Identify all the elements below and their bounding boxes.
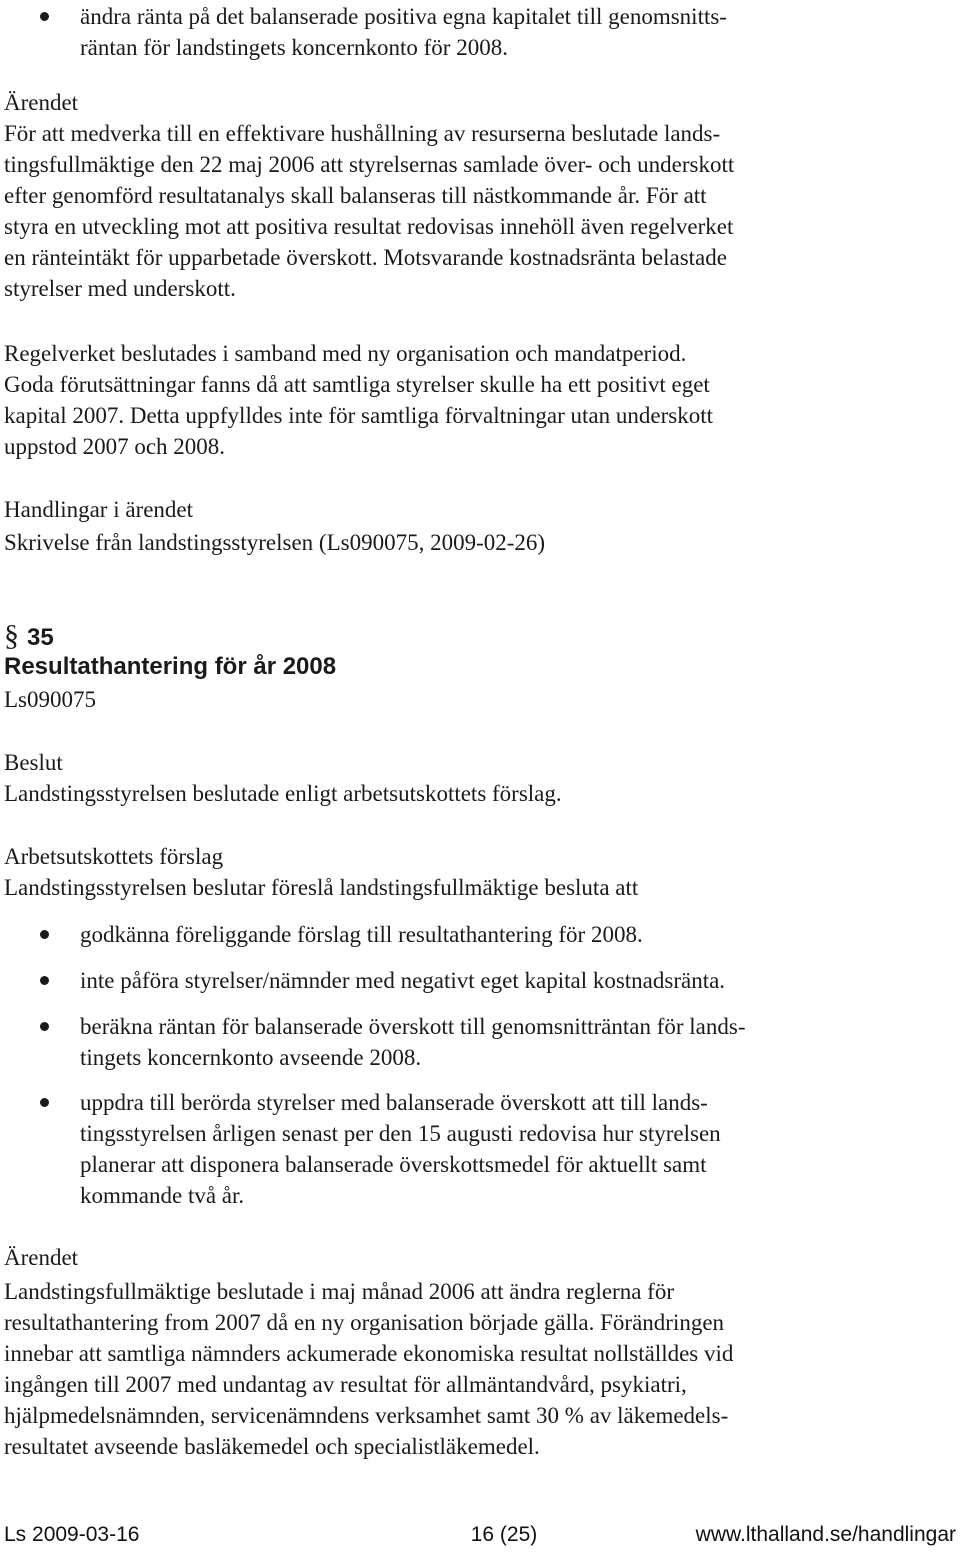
forslag-intro: Landstingsstyrelsen beslutar föreslå landstingsfullmäktige besluta att [4,875,639,900]
list-item-line: uppdra till berörda styrelser med balanserade överskott att till lands- [80,1090,708,1115]
list-item-line: tingets koncernkonto avseende 2008. [80,1045,422,1070]
list-item-line: beräkna räntan för balanserade överskott till genomsnitträntan för lands- [80,1014,746,1039]
paragraph-number [4,620,952,653]
section-heading-beslut: Beslut [4,750,63,775]
text-line: kapital 2007. Detta uppfylldes inte för samtliga förvaltningar utan underskott [4,403,713,428]
paragraph-title: Resultathantering för år 2008 [4,653,337,680]
footer-url: www.lthalland.se/handlingar [695,1523,956,1546]
section-heading-handlingar: Handlingar i ärendet [4,497,194,522]
text-line: hjälpmedelsnämnden, servicenämndens verksamhet samt 30 % av läkemedels- [4,1403,729,1428]
list-item-line: kommande två år. [80,1183,245,1208]
text-line: efter genomförd resultatanalys skall balanseras till nästkommande år. För att [4,183,707,208]
list-item-line: godkänna föreliggande förslag till resultathantering för 2008. [80,922,643,947]
list-item-line: tingsstyrelsen årligen senast per den 15 augusti redovisa hur styrelsen [80,1121,721,1146]
bullet-icon [40,12,49,21]
bullet-icon [40,1022,49,1031]
text-line: Regelverket beslutades i samband med ny organisation och mandatperiod. [4,341,687,366]
bullet-icon [40,976,49,985]
paragraph-number-value: 35 [27,624,54,651]
list-item [80,1011,952,1073]
list-item [80,1,952,63]
arendet-2-paragraph [4,1276,952,1462]
bullet-icon [40,1098,49,1107]
text-line: styra en utveckling mot att positiva resultat redovisas innehöll även regelverket [4,214,734,239]
text-line: tingsfullmäktige den 22 maj 2006 att styrelsernas samlade över- och underskott [4,152,735,177]
footer-page-number: 16 (25) [470,1523,538,1546]
beslut-text: Landstingsstyrelsen beslutade enligt arbetsutskottets förslag. [4,781,562,806]
list-item [80,965,952,996]
text-line: ingången till 2007 med undantag av resultat för allmäntandvård, psykiatri, [4,1372,687,1397]
list-item-line: inte påföra styrelser/nämnder med negativt eget kapital kostnadsränta. [80,968,726,993]
section-sign: § [4,619,19,652]
footer-date: Ls 2009-03-16 [4,1523,140,1546]
section-heading-arendet: Ärendet [4,90,79,115]
bullet-icon [40,930,49,939]
list-item-line: räntan för landstingets koncernkonto för 2008. [80,35,508,60]
paragraph-reference: Ls090075 [4,687,96,712]
list-item [80,1087,952,1211]
list-item-line: ändra ränta på det balanserade positiva egna kapitalet till genomsnitts- [80,4,727,29]
text-line: styrelser med underskott. [4,276,236,301]
list-item-line: planerar att disponera balanserade överskottsmedel för aktuellt samt [80,1152,707,1177]
list-item [80,919,952,950]
text-line: resultathantering from 2007 då en ny organisation började gälla. Förändringen [4,1310,725,1335]
arendet-paragraph [4,118,952,304]
text-line: För att medverka till en effektivare hushållning av resurserna beslutade lands- [4,121,721,146]
text-line: innebar att samtliga nämnders ackumerade ekonomiska resultat nollställdes vid [4,1341,734,1366]
text-line: en ränteintäkt för upparbetade överskott. Motsvarande kostnadsränta belastade [4,245,727,270]
text-line: resultatet avseende basläkemedel och specialistläkemedel. [4,1434,540,1459]
text-line: Landstingsfullmäktige beslutade i maj månad 2006 att ändra reglerna för [4,1279,674,1304]
text-line: Goda förutsättningar fanns då att samtliga styrelser skulle ha ett positivt eget [4,372,710,397]
section-heading-arendet-2: Ärendet [4,1245,79,1270]
section-heading-forslag: Arbetsutskottets förslag [4,844,224,869]
page-footer [4,1521,956,1549]
text-line: uppstod 2007 och 2008. [4,434,226,459]
handlingar-text: Skrivelse från landstingsstyrelsen (Ls090075, 2009-02-26) [4,530,546,555]
regelverk-paragraph [4,338,952,462]
